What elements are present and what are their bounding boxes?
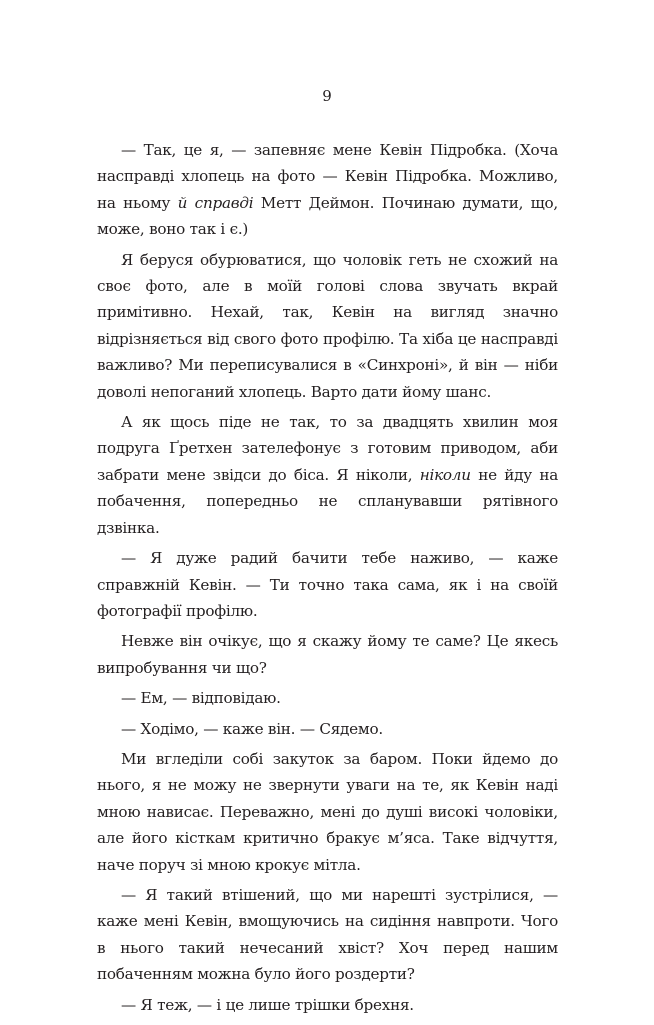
text-run: Я беруся обурюватися, що чоловік геть не схожий на своє фото, але в моїй голові слова звучать вкрай примітивно. Нехай, так, Кевін на вигляд значно відрізняється від свого фото профілю. Та хіба це насправді важливо? Ми переписувалися в «Синхроні», й він — ніби доволі непоганий хлопець. Варто дати йому шанс. [97,250,558,401]
body-text [97,137,558,1022]
paragraph [97,409,558,541]
paragraph [97,247,558,405]
text-run: — Ходімо, — каже він. — Сядемо. [121,719,383,738]
paragraph [97,882,558,988]
text-run: — Я теж, — і це лише трішки брехня. [121,995,414,1014]
text-run: Метт Деймон. Починаю думати, що, може, воно так і є.) [97,193,558,239]
paragraph [97,628,558,681]
italic-emphasis: й справді [177,193,254,212]
page-number: 9 [322,87,332,105]
italic-emphasis: ніколи [419,465,471,484]
paragraph [97,992,558,1018]
paragraph [97,545,558,624]
text-run: А як щось піде не так, то за двадцять хвилин моя подруга Ґретхен зателефонує з готовим приводом, аби забрати мене звідси до біса. Я ніколи, [97,413,558,484]
text-run: — Я такий втішений, що ми нарешті зустрілися, — каже мені Кевін, вмощуючись на сидіння навпроти. Чого в нього такий нечесаний хвіст? Хоч перед нашим побаченням можна було його роздерти? [97,885,558,984]
paragraph [97,746,558,878]
paragraph [97,137,558,243]
text-run: Невже він очікує, що я скажу йому те саме? Це якесь випробування чи що? [97,632,558,677]
text-run: Ми вгледіли собі закуток за баром. Поки йдемо до нього, я не можу не звернути уваги на те, як Кевін наді мною нависає. Переважно, мені до душі високі чоловіки, але його кісткам критично бракує м’яса. Таке відчуття, наче поруч зі мною крокує мітла. [97,749,558,874]
paragraph [97,685,558,711]
paragraph [97,716,558,742]
text-run: не йду на побачення, попередньо не спланувавши рятівного дзвінка. [97,465,558,537]
text-run: — Так, це я, — запевняє мене Кевін Підробка. (Хоча насправді хлопець на фото — Кевін Підробка. Можливо, на ньому [97,141,558,212]
text-run: — Ем, — відповідаю. [121,689,281,708]
text-run: — Я дуже радий бачити тебе наживо, — каже справжній Кевін. — Ти точно така сама, як і на своїй фотографії профілю. [97,549,558,620]
